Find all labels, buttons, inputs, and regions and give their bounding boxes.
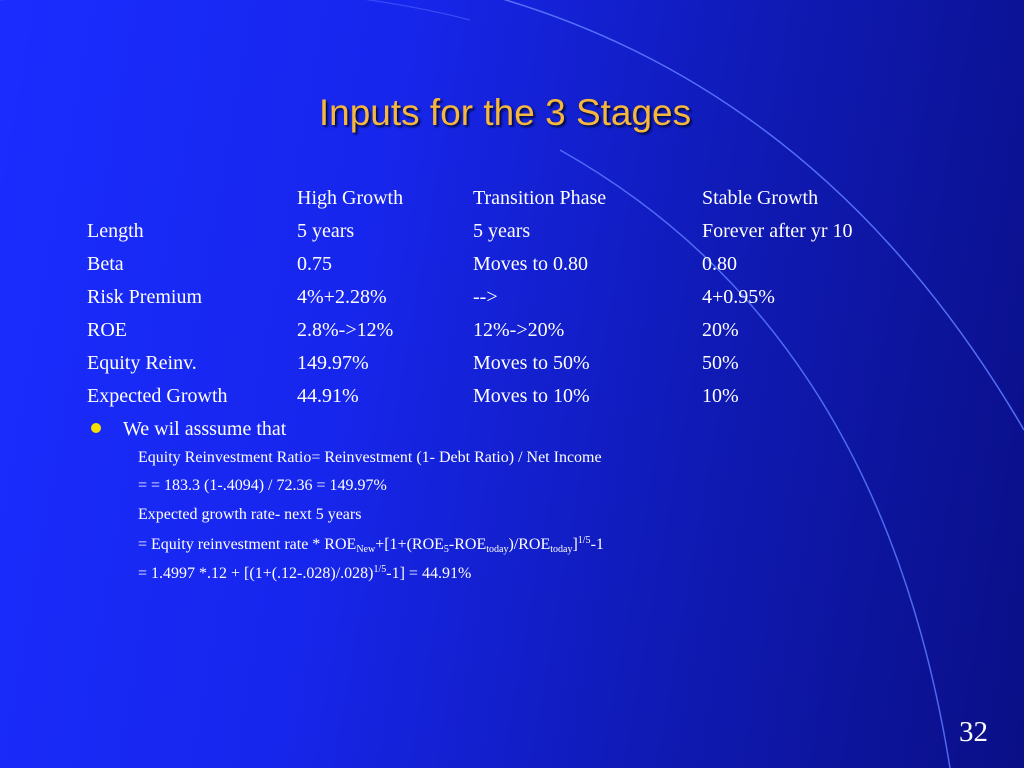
formula-text: = Equity reinvestment rate * ROE: [138, 536, 357, 553]
cell-stable: 0.80: [702, 253, 737, 275]
subscript: 5: [443, 544, 449, 555]
formula-text: +[1+(ROE: [375, 536, 444, 553]
formula-text: ]: [572, 536, 578, 553]
cell-high-growth: 5 years: [297, 220, 355, 242]
table-row: [0, 220, 1024, 252]
cell-transition: Moves to 50%: [473, 352, 590, 374]
header-high-growth: High Growth: [297, 187, 404, 209]
formula-text: )/ROE: [508, 536, 551, 553]
cell-stable: Forever after yr 10: [702, 220, 853, 242]
row-label: Beta: [87, 253, 124, 275]
cell-high-growth: 2.8%->12%: [297, 319, 394, 341]
formula-text: -1] = 44.91%: [386, 565, 472, 582]
bullet-item: [87, 418, 286, 441]
formula-line: [138, 564, 471, 583]
cell-high-growth: 0.75: [297, 253, 332, 275]
superscript: 1/5: [373, 564, 387, 575]
header-transition-phase: Transition Phase: [473, 187, 607, 209]
formula-line: [138, 535, 604, 555]
table-header-row: [0, 187, 1024, 219]
cell-transition: Moves to 0.80: [473, 253, 588, 275]
table-row: [0, 352, 1024, 384]
note-line: Equity Reinvestment Ratio= Reinvestment (1- Debt Ratio) / Net Income: [138, 449, 602, 466]
formula-text: = 1.4997 *.12 + [(1+(.12-.028)/.028): [138, 565, 374, 582]
table-row: [0, 385, 1024, 417]
cell-transition: Moves to 10%: [473, 385, 590, 407]
subscript: today: [550, 544, 573, 555]
note-line: = = 183.3 (1-.4094) / 72.36 = 149.97%: [138, 477, 387, 494]
cell-transition: 12%->20%: [473, 319, 565, 341]
cell-stable: 10%: [702, 385, 739, 407]
note-line: Expected growth rate- next 5 years: [138, 506, 362, 523]
cell-high-growth: 149.97%: [297, 352, 369, 374]
cell-stable: 50%: [702, 352, 739, 374]
cell-transition: -->: [473, 286, 498, 308]
cell-high-growth: 44.91%: [297, 385, 359, 407]
row-label: Equity Reinv.: [87, 352, 197, 374]
slide-title: Inputs for the 3 Stages: [318, 92, 692, 133]
table-row: [0, 319, 1024, 351]
table-row: [0, 253, 1024, 285]
row-label: Risk Premium: [87, 286, 203, 308]
bullet-text: We wil asssume that: [123, 418, 287, 440]
row-label: ROE: [87, 319, 127, 341]
header-stable-growth: Stable Growth: [702, 187, 819, 209]
cell-high-growth: 4%+2.28%: [297, 286, 387, 308]
cell-stable: 20%: [702, 319, 739, 341]
page-number: 32: [959, 716, 988, 748]
subscript: New: [356, 544, 376, 555]
formula-text: -ROE: [448, 536, 487, 553]
superscript: 1/5: [577, 535, 591, 546]
subscript: today: [486, 544, 509, 555]
row-label: Length: [87, 220, 144, 242]
formula-text: -1: [590, 536, 604, 553]
cell-stable: 4+0.95%: [702, 286, 775, 308]
decorative-arc-top: [0, 0, 470, 20]
bullet-dot-icon: [91, 423, 101, 433]
table-row: [0, 286, 1024, 318]
cell-transition: 5 years: [473, 220, 531, 242]
row-label: Expected Growth: [87, 385, 228, 407]
